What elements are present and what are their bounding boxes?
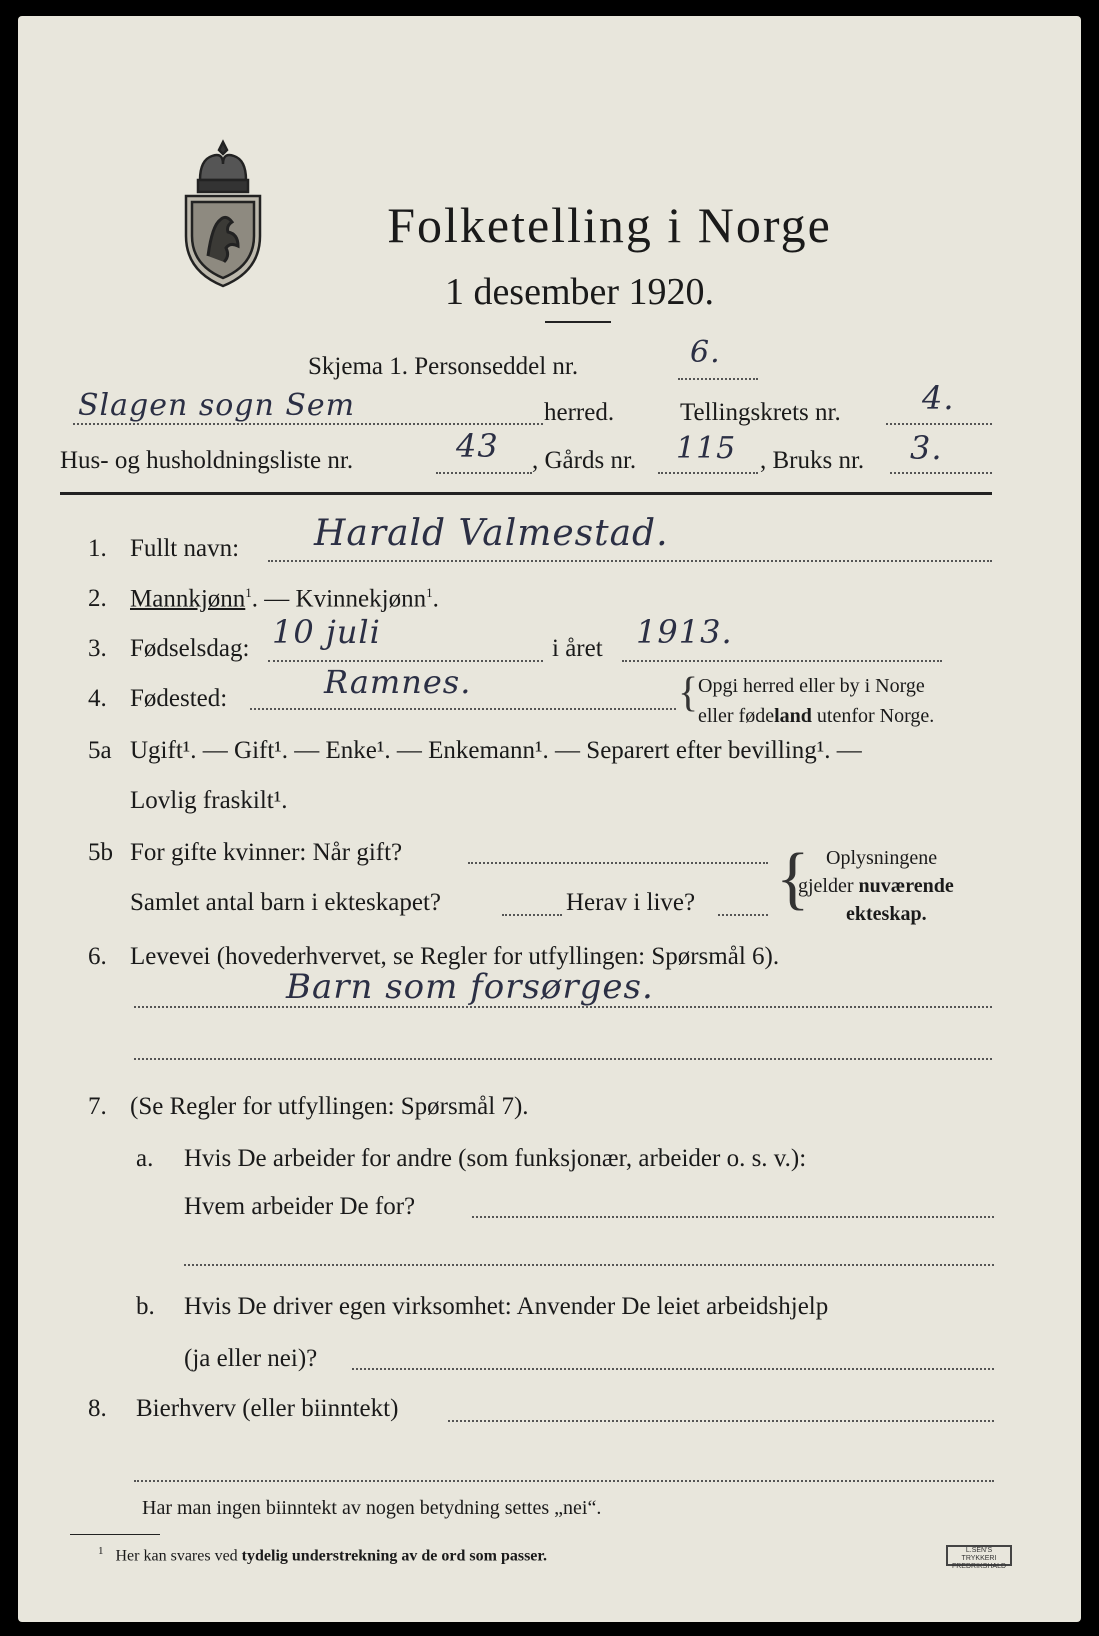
q8-line-2 [134, 1480, 994, 1482]
q2-male-option[interactable]: Mannkjønn [130, 585, 246, 613]
q4-note-part-b: land [774, 705, 812, 727]
personseddel-number: 6. [690, 335, 721, 370]
tellingskrets-line [886, 423, 992, 425]
schema-label: Skjema 1. Personseddel nr. [308, 353, 579, 380]
q7a-question: Hvis De arbeider for andre (som funksjonær, arbeider o. s. v.): [184, 1145, 807, 1172]
q5b-married-line [468, 862, 768, 864]
q8-number: 8. [88, 1395, 107, 1422]
q7a-employer-label: Hvem arbeider De for? [184, 1193, 416, 1220]
q5b-note-part-a: gjelder [798, 875, 859, 897]
printer-stamp [946, 1545, 1012, 1570]
herred-value: Slagen sogn Sem [78, 388, 356, 423]
q3-value: 10 juli [272, 613, 381, 651]
q7a-employer-line-2 [184, 1264, 994, 1266]
herred-label: herred. [544, 399, 615, 426]
q2-female-option[interactable]: . — Kvinnekjønn [251, 585, 427, 613]
footnote-text-b: tydelig understrekning av de ord som passer. [241, 1547, 548, 1565]
stamp-line-1: L.SEN'S TRYKKERI [961, 1547, 997, 1562]
q5b-children-line [502, 914, 562, 916]
q7-number: 7. [88, 1093, 107, 1120]
q4-note-line1: Opgi herred eller by i Norge [698, 675, 925, 697]
q6-label: Levevei (hovederhvervet, se Regler for utfyllingen: Spørsmål 6). [130, 943, 780, 970]
q6-number: 6. [88, 943, 107, 970]
q7b-answer-label: (ja eller nei)? [184, 1345, 318, 1372]
q4-note-part-c: utenfor Norge. [811, 705, 935, 727]
q5b-children-label: Samlet antal barn i ekteskapet? [130, 889, 441, 916]
header-divider [60, 492, 992, 495]
q4-brace: { [678, 670, 699, 716]
q4-number: 4. [88, 685, 107, 712]
q4-note-line2 [698, 706, 934, 726]
footnote [98, 1546, 547, 1564]
gards-label: , Gårds nr. [532, 447, 637, 474]
q5b-alive-label: Herav i live? [566, 889, 696, 916]
q1-line [268, 560, 992, 562]
q7b-letter: b. [136, 1293, 155, 1320]
q5b-alive-line [718, 914, 768, 916]
footnote-text-a: Her kan svares ved [115, 1547, 242, 1565]
q2-end: . [432, 585, 439, 613]
q2-options [130, 586, 439, 611]
q6-line-2 [134, 1058, 992, 1060]
q4-label: Fødested: [130, 685, 228, 712]
q3-line [268, 660, 543, 662]
hus-value: 43 [456, 427, 499, 465]
form-date: 1 desember 1920. [444, 271, 715, 313]
footnote-divider [70, 1534, 160, 1535]
bruks-line [890, 472, 992, 474]
q5a-number: 5a [88, 737, 112, 764]
bruks-label: , Bruks nr. [760, 447, 865, 474]
q5a-options-line2[interactable]: Lovlig fraskilt¹. [130, 787, 288, 814]
q3-label: Fødselsdag: [130, 635, 250, 662]
q8-line [448, 1420, 994, 1422]
q3-year-label: i året [552, 635, 603, 662]
q6-value: Barn som forsørges. [286, 967, 654, 1007]
q3-year-value: 1913. [636, 613, 733, 651]
tellingskrets-label: Tellingskrets nr. [680, 399, 841, 426]
q5b-note-part-b: nuværende [858, 875, 954, 897]
q4-note-part-a: eller føde [698, 705, 775, 727]
q5a-options-line1[interactable]: Ugift¹. — Gift¹. — Enke¹. — Enkemann¹. — Separert efter bevilling¹. — [130, 737, 862, 764]
q5b-brace: { [776, 840, 810, 917]
hus-line [436, 472, 532, 474]
q5b-note-line3: ekteskap. [846, 903, 927, 925]
q4-value: Ramnes. [324, 663, 472, 701]
q3-number: 3. [88, 635, 107, 662]
title-divider [545, 321, 611, 323]
form-title: Folketelling i Norge [387, 197, 832, 253]
q8-label: Bierhverv (eller biinntekt) [136, 1395, 399, 1422]
q5b-note-line1: Oplysningene [826, 847, 938, 869]
gards-value: 115 [676, 431, 737, 466]
census-form-sheet [18, 16, 1081, 1622]
personseddel-line [678, 378, 758, 380]
q2-number: 2. [88, 585, 107, 612]
q5b-married-label: For gifte kvinner: Når gift? [130, 839, 403, 866]
hus-label: Hus- og husholdningsliste nr. [60, 447, 354, 474]
q7a-letter: a. [136, 1145, 154, 1172]
q3-year-line [622, 660, 942, 662]
q8-note: Har man ingen biinntekt av nogen betydning settes „nei“. [142, 1497, 602, 1519]
gards-line [658, 472, 758, 474]
q7b-answer-line [352, 1368, 994, 1370]
footnote-mark: 1 [98, 1545, 104, 1557]
q5b-note-line2 [798, 876, 954, 896]
q1-number: 1. [88, 535, 107, 562]
q7-label: (Se Regler for utfyllingen: Spørsmål 7). [130, 1093, 529, 1120]
tellingskrets-value: 4. [922, 379, 955, 417]
bruks-value: 3. [910, 429, 943, 467]
q1-value: Harald Valmestad. [314, 513, 669, 554]
q4-line [250, 708, 676, 710]
q2-footnote-ref-2: 1 [426, 585, 433, 600]
q7b-question: Hvis De driver egen virksomhet: Anvender De leiet arbeidshjelp [184, 1293, 829, 1320]
q7a-employer-line [472, 1216, 994, 1218]
q1-label: Fullt navn: [130, 535, 240, 562]
stamp-line-2: FREDRIKSHALD [951, 1563, 1007, 1570]
q5b-number: 5b [88, 839, 113, 866]
q2-footnote-ref-1: 1 [245, 585, 252, 600]
herred-line [73, 423, 543, 425]
